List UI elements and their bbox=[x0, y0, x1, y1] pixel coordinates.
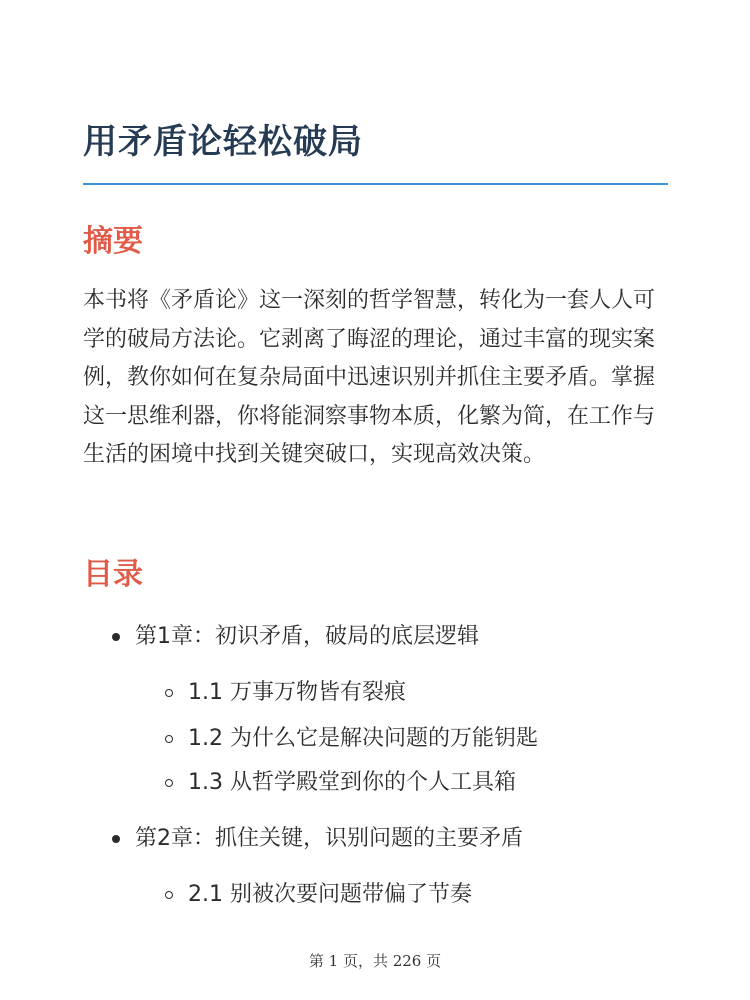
document-title: 用矛盾论轻松破局 bbox=[83, 122, 363, 162]
toc-item-section-2-1[interactable]: 2.1 别被次要问题带偏了节奏 bbox=[188, 882, 472, 907]
toc-item-section-1-3[interactable]: 1.3 从哲学殿堂到你的个人工具箱 bbox=[188, 770, 516, 795]
toc-item-section-1-1[interactable]: 1.1 万事万物皆有裂痕 bbox=[188, 680, 406, 705]
bullet-disc-icon bbox=[112, 633, 120, 641]
bullet-circle-icon bbox=[165, 735, 173, 743]
toc-item-section-1-2[interactable]: 1.2 为什么它是解决问题的万能钥匙 bbox=[188, 726, 538, 751]
abstract-paragraph: 本书将《矛盾论》这一深刻的哲学智慧，转化为一套人人可学的破局方法论。它剥离了晦涩的理论，通过丰富的现实案例，教你如何在复杂局面中迅速识别并抓住主要矛盾。掌握这一思维利器，你将能洞察事物本质，化繁为简，在工作与生活的困境中找到关键突破口，实现高效决策。 bbox=[83, 288, 656, 467]
toc-item-chapter-2[interactable]: 第2章：抓住关键，识别问题的主要矛盾 bbox=[135, 826, 523, 851]
abstract-heading: 摘要 bbox=[83, 224, 143, 259]
bullet-circle-icon bbox=[165, 891, 173, 899]
toc-item-chapter-1[interactable]: 第1章：初识矛盾，破局的底层逻辑 bbox=[135, 624, 479, 649]
page-indicator: 第 1 页，共 226 页 bbox=[308, 952, 442, 970]
toc-heading: 目录 bbox=[83, 557, 143, 592]
bullet-circle-icon bbox=[165, 779, 173, 787]
bullet-circle-icon bbox=[165, 689, 173, 697]
bullet-disc-icon bbox=[112, 835, 120, 843]
title-divider bbox=[83, 183, 668, 185]
